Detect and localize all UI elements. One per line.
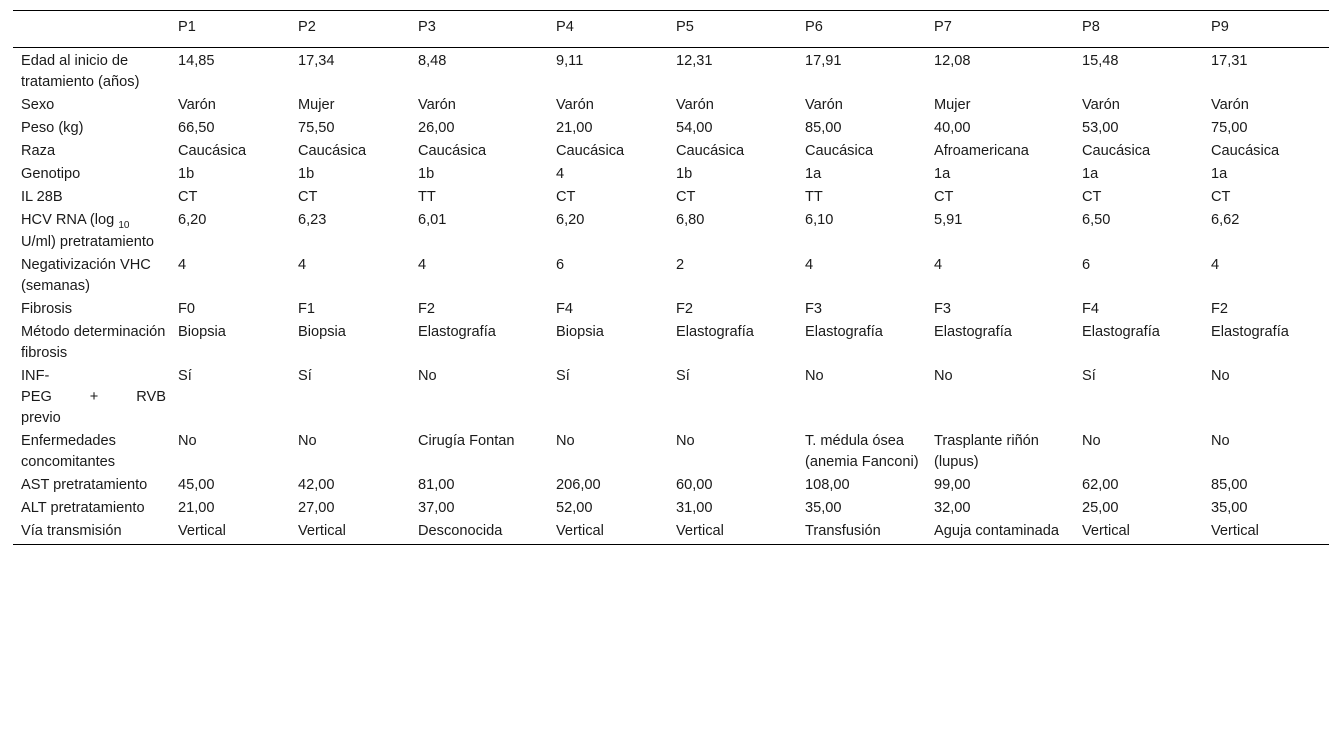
- label-text: U/ml) pretratamiento: [21, 234, 155, 250]
- table-cell: 8,48: [418, 53, 447, 69]
- column-header: P8: [1074, 11, 1203, 48]
- table-cell: 45,00: [178, 477, 215, 493]
- table-cell: Desconocida: [410, 520, 548, 545]
- row-label: Peso (kg): [21, 120, 84, 136]
- table-cell: 75,50: [298, 120, 335, 136]
- table-cell: F2: [418, 301, 436, 317]
- row-label: Enfermedades concomitantes: [21, 433, 116, 470]
- table-cell: 31,00: [676, 500, 713, 516]
- table-cell: 99,00: [934, 477, 971, 493]
- table-cell: No: [805, 368, 824, 384]
- table-cell: 60,00: [676, 477, 713, 493]
- table-cell: 6,20: [556, 212, 585, 228]
- table-cell: 4: [805, 257, 814, 273]
- table-cell: Caucásica: [805, 143, 874, 159]
- label-subscript: 10: [118, 220, 130, 231]
- table-cell: 32,00: [934, 500, 971, 516]
- header-row: [13, 11, 1329, 48]
- table-cell: 4: [934, 257, 943, 273]
- table-cell: Elastografía: [805, 324, 883, 340]
- table-cell: 6,01: [418, 212, 447, 228]
- table-cell: 1a: [805, 166, 822, 182]
- table-cell: Varón: [1211, 97, 1249, 113]
- table-row: [13, 520, 1329, 545]
- table-cell: 40,00: [934, 120, 971, 136]
- table-cell: Transfusión: [797, 520, 926, 545]
- table-cell: 12,31: [676, 53, 713, 69]
- table-cell: 206,00: [556, 477, 601, 493]
- column-header: P5: [668, 11, 797, 48]
- row-label: Genotipo: [21, 166, 81, 182]
- table-cell: 6,80: [676, 212, 705, 228]
- table-cell: 2: [676, 257, 685, 273]
- table-cell: CT: [1082, 189, 1102, 205]
- table-cell: Elastografía: [1082, 324, 1160, 340]
- table-cell: Vertical: [290, 520, 410, 545]
- table-cell: F4: [1082, 301, 1100, 317]
- column-header: P1: [170, 11, 290, 48]
- table-cell: 35,00: [1211, 500, 1248, 516]
- table-cell: Caucásica: [418, 143, 487, 159]
- table-cell: 4: [418, 257, 427, 273]
- table-cell: 4: [298, 257, 307, 273]
- table-cell: 21,00: [556, 120, 593, 136]
- table-cell: 6: [1082, 257, 1091, 273]
- table-cell: Caucásica: [1211, 143, 1280, 159]
- column-header: P3: [410, 11, 548, 48]
- table-cell: 66,50: [178, 120, 215, 136]
- table-cell: 17,91: [805, 53, 842, 69]
- table-cell: No: [556, 433, 575, 449]
- label-text: HCV RNA (log: [21, 212, 115, 228]
- table-cell: No: [934, 368, 953, 384]
- table-cell: F3: [934, 301, 952, 317]
- table-cell: CT: [178, 189, 198, 205]
- table-cell: Elastografía: [934, 324, 1012, 340]
- label-line: PEG + RVB: [21, 389, 166, 405]
- table-cell: 53,00: [1082, 120, 1119, 136]
- table-cell: 108,00: [805, 477, 850, 493]
- table-cell: Mujer: [298, 97, 335, 113]
- table-cell: Varón: [556, 97, 594, 113]
- column-header: P7: [926, 11, 1074, 48]
- row-label: ALT pretratamiento: [21, 500, 145, 516]
- table-cell: 17,31: [1211, 53, 1248, 69]
- row-label: Fibrosis: [21, 301, 73, 317]
- table-cell: 81,00: [418, 477, 455, 493]
- row-label: Raza: [21, 143, 56, 159]
- table-cell: Sí: [298, 368, 312, 384]
- table-cell: Caucásica: [178, 143, 247, 159]
- table-cell: F1: [298, 301, 316, 317]
- table-cell: Cirugía Fontan: [418, 433, 515, 449]
- table-cell: No: [676, 433, 695, 449]
- table-row: [13, 209, 1329, 254]
- patient-characteristics-table: [13, 10, 1329, 545]
- table-cell: Sí: [1082, 368, 1096, 384]
- table-cell: F2: [676, 301, 694, 317]
- table-row: [13, 117, 1329, 140]
- table-cell: 6,20: [178, 212, 207, 228]
- table-cell: 75,00: [1211, 120, 1248, 136]
- table-cell: CT: [298, 189, 318, 205]
- table-cell: 52,00: [556, 500, 593, 516]
- table-cell: F2: [1211, 301, 1229, 317]
- table-cell: Elastografía: [418, 324, 496, 340]
- table-row: [13, 94, 1329, 117]
- table-cell: Varón: [418, 97, 456, 113]
- table-cell: 14,85: [178, 53, 215, 69]
- table-row: [13, 186, 1329, 209]
- table-cell: No: [1211, 368, 1230, 384]
- table-cell: 15,48: [1082, 53, 1119, 69]
- table-cell: TT: [418, 189, 436, 205]
- table-cell: 54,00: [676, 120, 713, 136]
- label-line: previo: [21, 410, 61, 426]
- table-cell: No: [1211, 433, 1230, 449]
- table-cell: Trasplante riñón (lupus): [934, 433, 1039, 470]
- table-cell: 1b: [178, 166, 195, 182]
- label-line: INF-: [21, 368, 50, 384]
- table-cell: CT: [556, 189, 576, 205]
- table-cell: Caucásica: [298, 143, 367, 159]
- table-cell: No: [1082, 433, 1101, 449]
- table-cell: Caucásica: [556, 143, 625, 159]
- table-cell: 35,00: [805, 500, 842, 516]
- table-cell: Biopsia: [178, 324, 226, 340]
- table-cell: Caucásica: [1082, 143, 1151, 159]
- table-cell: F0: [178, 301, 196, 317]
- row-label: Edad al inicio de tratamiento (años): [21, 53, 140, 90]
- column-header: P6: [797, 11, 926, 48]
- table-cell: Biopsia: [556, 324, 604, 340]
- table-cell: Afroamericana: [934, 143, 1029, 159]
- row-label: IL 28B: [21, 189, 63, 205]
- table-row: [13, 497, 1329, 520]
- table-row: [13, 254, 1329, 298]
- table-row: [13, 430, 1329, 474]
- table-cell: 6,10: [805, 212, 834, 228]
- table-cell: CT: [934, 189, 954, 205]
- table-row: [13, 140, 1329, 163]
- table-cell: Varón: [805, 97, 843, 113]
- table-cell: 21,00: [178, 500, 215, 516]
- table-cell: 12,08: [934, 53, 971, 69]
- table-cell: 26,00: [418, 120, 455, 136]
- row-label: Método determinación fibrosis: [21, 324, 166, 361]
- row-label: AST pretratamiento: [21, 477, 148, 493]
- table-cell: Vertical: [548, 520, 668, 545]
- table-cell: 62,00: [1082, 477, 1119, 493]
- table-cell: 1a: [934, 166, 951, 182]
- column-header: P4: [548, 11, 668, 48]
- table-row: [13, 321, 1329, 365]
- row-label: [13, 365, 170, 430]
- table-cell: Varón: [178, 97, 216, 113]
- table-cell: Vertical: [1074, 520, 1203, 545]
- table-cell: Sí: [178, 368, 192, 384]
- table-cell: 25,00: [1082, 500, 1119, 516]
- table-cell: 6,23: [298, 212, 327, 228]
- table-cell: Caucásica: [676, 143, 745, 159]
- column-header: P9: [1203, 11, 1329, 48]
- table-cell: Elastografía: [676, 324, 754, 340]
- table-cell: 4: [556, 166, 565, 182]
- table-cell: 1a: [1211, 166, 1228, 182]
- table-row: [13, 365, 1329, 430]
- table-cell: Varón: [676, 97, 714, 113]
- table-cell: 6: [556, 257, 565, 273]
- column-header: P2: [290, 11, 410, 48]
- table-cell: No: [298, 433, 317, 449]
- table-cell: 1b: [298, 166, 315, 182]
- table-cell: F4: [556, 301, 574, 317]
- row-label: Negativización VHC (semanas): [21, 257, 151, 294]
- table-cell: 27,00: [298, 500, 335, 516]
- table-cell: 4: [178, 257, 187, 273]
- table-cell: Vertical: [170, 520, 290, 545]
- table-cell: 1a: [1082, 166, 1099, 182]
- table-cell: 4: [1211, 257, 1220, 273]
- table-cell: 37,00: [418, 500, 455, 516]
- table-row: [13, 163, 1329, 186]
- row-label: Sexo: [21, 97, 55, 113]
- table-cell: 9,11: [556, 53, 584, 69]
- table-cell: 17,34: [298, 53, 335, 69]
- table-cell: Vertical: [668, 520, 797, 545]
- table-cell: Biopsia: [298, 324, 346, 340]
- table-cell: 1b: [418, 166, 435, 182]
- table-cell: Elastografía: [1211, 324, 1289, 340]
- table-cell: Varón: [1082, 97, 1120, 113]
- table-cell: 6,50: [1082, 212, 1111, 228]
- table-cell: 6,62: [1211, 212, 1240, 228]
- table-cell: Sí: [676, 368, 690, 384]
- table-cell: CT: [1211, 189, 1231, 205]
- table-cell: Sí: [556, 368, 570, 384]
- row-label: Vía transmisión: [13, 520, 170, 545]
- table-cell: CT: [676, 189, 696, 205]
- table-cell: T. médula ósea (anemia Fanconi): [805, 433, 919, 470]
- table-row: [13, 298, 1329, 321]
- table-row: [13, 474, 1329, 497]
- table-cell: TT: [805, 189, 823, 205]
- table-cell: No: [178, 433, 197, 449]
- table-cell: Aguja contaminada: [926, 520, 1074, 545]
- table-cell: Vertical: [1203, 520, 1329, 545]
- table-cell: 42,00: [298, 477, 335, 493]
- row-label: [13, 209, 170, 254]
- table-cell: Mujer: [934, 97, 971, 113]
- table-cell: 5,91: [934, 212, 963, 228]
- table-row: [13, 48, 1329, 95]
- header-corner: [13, 11, 170, 48]
- table-cell: No: [418, 368, 437, 384]
- table-cell: 85,00: [1211, 477, 1248, 493]
- table-cell: 85,00: [805, 120, 842, 136]
- table-cell: F3: [805, 301, 823, 317]
- table-cell: 1b: [676, 166, 693, 182]
